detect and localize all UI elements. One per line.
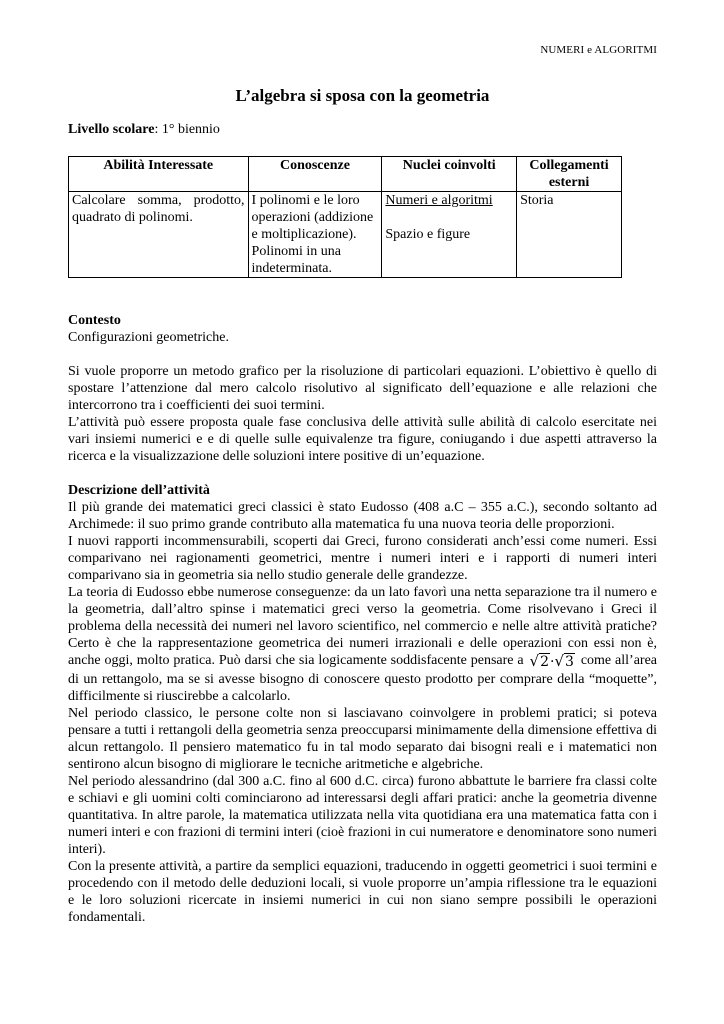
descrizione-paragraph-2: I nuovi rapporti incommensurabili, scoperti dai Greci, furono considerati anch’essi come numeri. Essi comparivano nei ragionamenti geometrici, mentre i numeri interi e i rapporti di numeri interi comparivano sia in geometria sia nello studio generale delle grandezze. <box>68 534 657 583</box>
cell-nuclei <box>382 192 517 278</box>
descrizione-paragraph-4: Nel periodo classico, le persone colte non si lasciavano coinvolgere in problemi pratici; si poteva pensare a tutti i rettangoli della geometria senza preoccuparsi minimamente della dimensione effettiva di alcun rettangolo. Il pensiero matematico fu in tal modo separato dai bisogni reali e i matematici non sentirono alcun bisogno di migliorare le tecniche aritmetiche e algebriche. <box>68 706 657 772</box>
running-header: NUMERI e ALGORITMI <box>540 44 657 56</box>
contesto-line: Configurazioni geometriche. <box>68 330 229 345</box>
descrizione-paragraph-3-text: La teoria di Eudosso ebbe numerose conseguenze: da un lato favorì una netta separazione tra il numero e la geometria, dall’altro spinse i matematici greci verso la geometria. Come risolvevano i Greci il problema della necessità dei numeri nel lavoro scientifico, nel commercio e nelle altre attività pratiche? Certo è che la rappresentazione geometrica dei numeri irrazionali e delle operazioni con essi non è, anche oggi, molto pratica. Può darsi che sia logicamente soddisfacente pensare a <box>68 585 657 668</box>
header-nuclei: Nuclei coinvolti <box>382 157 517 192</box>
contesto-paragraph-1: Si vuole proporre un metodo grafico per la risoluzione di particolari equazioni. L’obiettivo è quello di spostare l’attenzione dal mero calcolo risolutivo al significato dell’equazione e alle relazioni che intercorrono tra i coefficienti dei suoi termini. <box>68 364 657 413</box>
sqrt-two: √2 <box>529 652 549 670</box>
header-collegamenti: Collegamenti esterni <box>517 157 622 192</box>
sqrt-product-formula <box>528 653 577 671</box>
descrizione-paragraph-5: Nel periodo alessandrino (dal 300 a.C. fino al 600 d.C. circa) furono abbattute le barriere fra classi colte e schiavi e gli uomini colti cominciarono ad interessarsi degli affari pratici: anche la geometria divenne quantitativa. In altre parole, la matematica utilizzata nella vita quotidiana era una matematica fatta con i numeri interi e con frazioni di termini interi (cioè frazioni in cui numeratore e denominatore sono numeri interi). <box>68 774 657 857</box>
descrizione-paragraph-6: Con la presente attività, a partire da semplici equazioni, traducendo in oggetti geometrici i suoi termini e procedendo con il metodo delle deduzioni locali, si vuole proporre un’ampia riflessione tra le equazioni e le loro soluzioni ricercate in insiemi numerici in cui non siano sempre possibili le operazioni fondamentali. <box>68 859 657 925</box>
cell-collegamenti: Storia <box>517 192 622 278</box>
cell-abilita: Calcolare somma, prodotto, quadrato di polinomi. <box>69 192 249 278</box>
nucleus-spazio: Spazio e figure <box>385 227 471 242</box>
header-conoscenze: Conoscenze <box>248 157 382 192</box>
header-abilita: Abilità Interessate <box>69 157 249 192</box>
descrizione-heading: Descrizione dell’attività <box>68 483 210 498</box>
dot-operator: · <box>550 654 555 670</box>
sqrt-three: √3 <box>554 652 574 670</box>
descrizione-paragraph-3 <box>68 584 657 705</box>
school-level <box>68 122 220 138</box>
descrizione-paragraph-3-cont: come all’area di un rettangolo, ma se si avesse bisogno di conoscere questo prodotto per comprare della “moquette”, difficilmente si riuscirebbe a calcolarlo. <box>68 653 657 704</box>
school-level-value: : 1° biennio <box>154 122 220 137</box>
contesto-paragraph-2: L’attività può essere proposta quale fase conclusiva delle attività sulle abilità di calcolo esercitate nei vari insiemi numerici e e di quelle sulle equivalenze tra figure, coniugando i due aspetti attraverso la ricerca e la visualizzazione delle soluzioni intere positive di un’equazione. <box>68 415 657 464</box>
skills-table <box>68 156 622 278</box>
table-header-row <box>69 157 622 192</box>
table-row <box>69 192 622 278</box>
nucleus-numeri: Numeri e algoritmi <box>385 193 493 208</box>
school-level-label: Livello scolare <box>68 122 155 137</box>
body-text <box>68 312 657 926</box>
contesto-heading: Contesto <box>68 313 121 328</box>
descrizione-paragraph-1: Il più grande dei matematici greci classici è stato Eudosso (408 a.C – 355 a.C.), secondo soltanto ad Archimede: il suo primo grande contributo alla matematica fu una nuova teoria delle proporzioni. <box>68 500 657 532</box>
cell-conoscenze: I polinomi e le loro operazioni (addizione e moltiplicazione). Polinomi in una indeterminata. <box>248 192 382 278</box>
document-title: L’algebra si sposa con la geometria <box>235 86 490 105</box>
